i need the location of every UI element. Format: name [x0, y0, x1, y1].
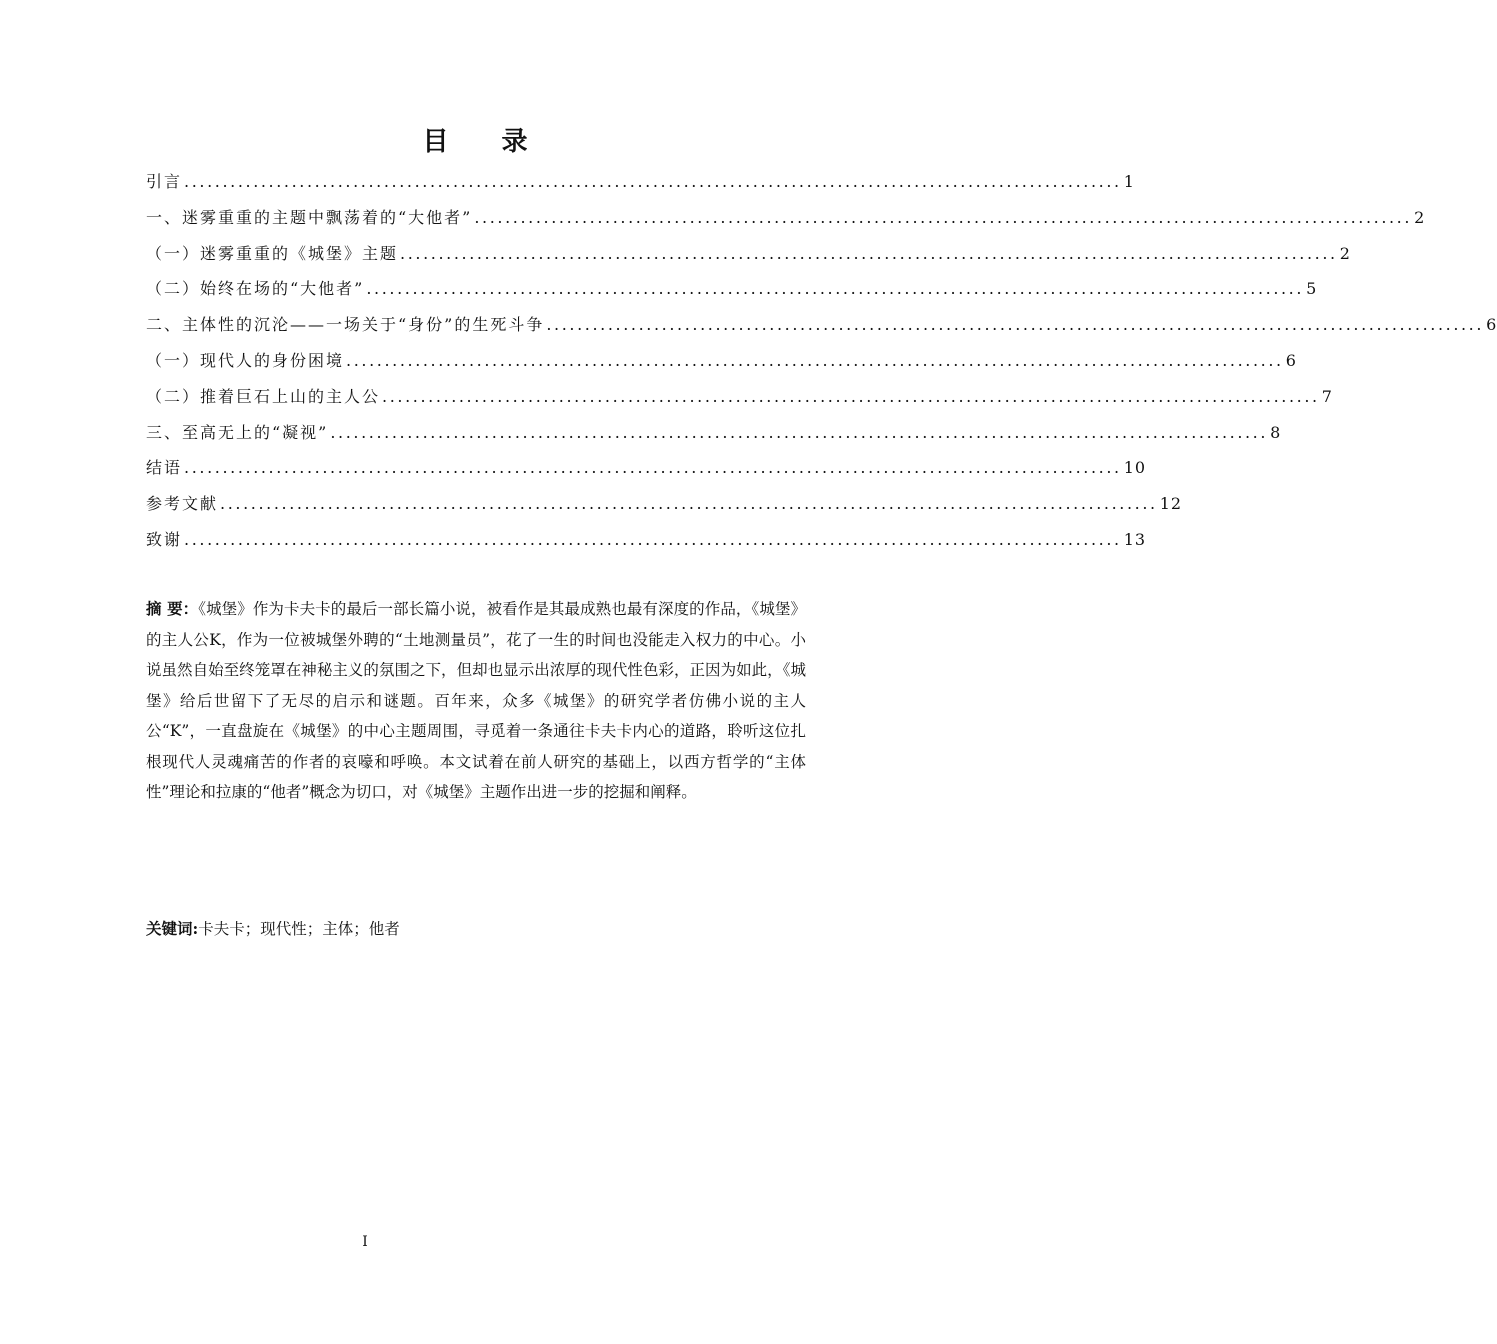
keywords-line: [146, 914, 806, 944]
abstract-text: 《城堡》作为卡夫卡的最后一部长篇小说，被看作是其最成熟也最有深度的作品，《城堡》的主人公K，作为一位被城堡外聘的“土地测量员”，花了一生的时间也没能走入权力的中心。小说虽然自始至终笼罩在神秘主义的氛围之下，但却也显示出浓厚的现代性色彩，正因为如此，《城堡》给后世留下了无尽的启示和谜题。百年来，众多《城堡》的研究学者仿佛小说的主人公“K”，一直盘旋在《城堡》的中心主题周围，寻觅着一条通往卡夫卡内心的道路，聆听这位扎根现代人灵魂痛苦的作者的哀嚎和呼唤。本文试着在前人研究的基础上，以西方哲学的“主体性”理论和拉康的“他者”概念为切口，对《城堡》主题作出进一步的挖掘和阐释。: [146, 600, 806, 801]
table-of-contents: [146, 164, 1497, 558]
toc-entry-page: 6: [1486, 315, 1497, 335]
toc-dot-leader: ..........................................................................................................................: [184, 172, 1122, 191]
toc-dot-leader: ..........................................................................................................................: [546, 315, 1485, 335]
toc-entry: [146, 164, 1135, 200]
toc-entry-label: 引言: [146, 172, 183, 191]
toc-dot-leader: ..........................................................................................................................: [366, 279, 1305, 299]
toc-entry: [146, 522, 1147, 558]
toc-entry-page: 13: [1123, 529, 1147, 549]
toc-entry: [146, 379, 1333, 415]
toc-entry-page: 12: [1159, 494, 1183, 514]
toc-entry-label: （一）迷雾重重的《城堡》主题: [146, 243, 399, 263]
toc-dot-leader: ..........................................................................................................................: [220, 494, 1158, 514]
toc-entry-label: （二）推着巨石上山的主人公: [146, 386, 381, 406]
toc-entry: [146, 486, 1183, 522]
toc-entry-page: 2: [1414, 207, 1426, 227]
toc-entry-label: 参考文献: [146, 494, 219, 514]
toc-entry: [146, 236, 1351, 272]
page-number: I: [362, 1234, 368, 1250]
toc-entry-page: 10: [1123, 458, 1147, 478]
toc-entry-label: 致谢: [146, 529, 183, 549]
toc-entry-label: （一）现代人的身份困境: [146, 350, 345, 370]
toc-entry: [146, 271, 1318, 307]
toc-entry-page: 8: [1270, 422, 1282, 442]
toc-dot-leader: ..........................................................................................................................: [400, 243, 1338, 263]
keywords-text: 卡夫卡；现代性；主体；他者: [198, 920, 400, 938]
abstract-label: 摘 要：: [146, 599, 199, 618]
keywords-label: 关键词:: [146, 919, 199, 938]
toc-entry-label: 一、迷雾重重的主题中飘荡着的“大他者”: [146, 207, 473, 227]
toc-entry-label: （二）始终在场的“大他者”: [146, 279, 365, 299]
toc-entry-label: 三、至高无上的“凝视”: [146, 422, 329, 442]
toc-dot-leader: ..........................................................................................................................: [184, 529, 1122, 549]
toc-entry: [146, 200, 1426, 236]
toc-dot-leader: ..........................................................................................................................: [382, 386, 1320, 406]
toc-dot-leader: ..........................................................................................................................: [330, 422, 1269, 442]
toc-dot-leader: ..........................................................................................................................: [346, 350, 1284, 370]
toc-entry: [146, 343, 1297, 379]
toc-entry: [146, 415, 1282, 451]
toc-entry-page: 1: [1123, 172, 1135, 191]
toc-entry-label: 结语: [146, 458, 183, 478]
toc-dot-leader: ..........................................................................................................................: [184, 458, 1122, 478]
toc-entry-page: 6: [1285, 350, 1297, 370]
toc-title: 目 录: [422, 127, 550, 157]
toc-entry-page: 5: [1306, 279, 1318, 299]
toc-entry-page: 2: [1339, 243, 1351, 263]
toc-entry-page: 7: [1321, 386, 1333, 406]
toc-dot-leader: ..........................................................................................................................: [474, 207, 1413, 227]
toc-entry-label: 二、主体性的沉沦——一场关于“身份”的生死斗争: [146, 315, 545, 335]
abstract-paragraph: [146, 594, 806, 808]
toc-entry: [146, 307, 1497, 343]
toc-entry: [146, 450, 1147, 486]
